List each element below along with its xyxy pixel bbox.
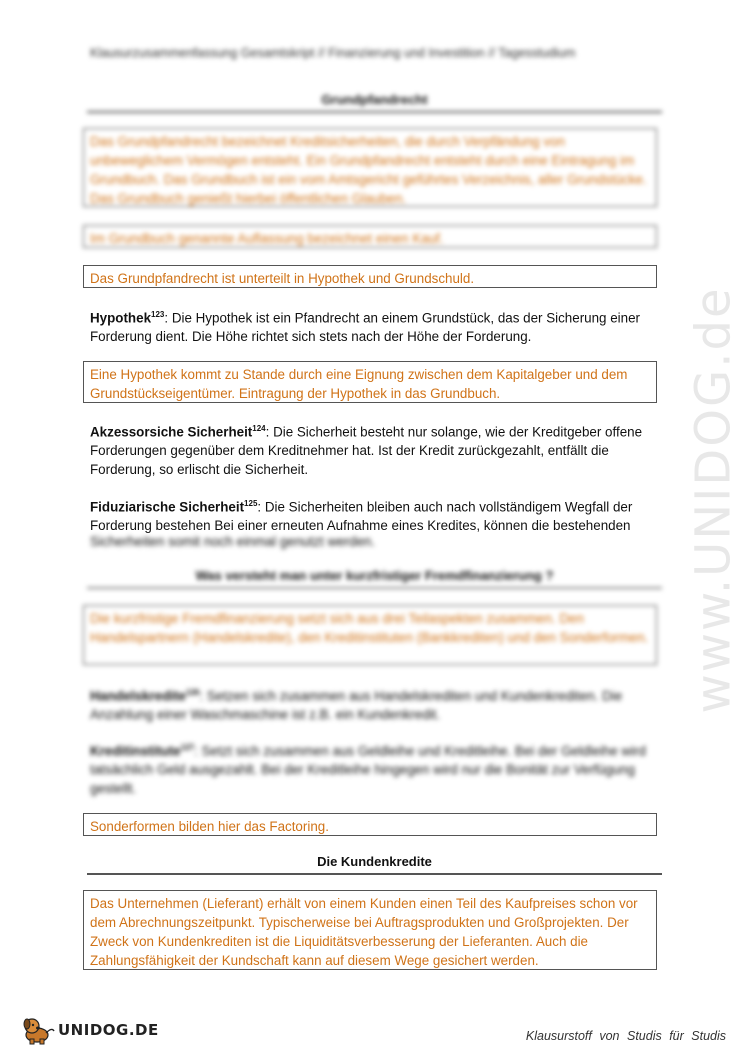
paragraph-handelskredite — [90, 683, 660, 724]
dog-mascot-icon — [22, 1015, 56, 1045]
footnote-ref: 126 — [186, 688, 200, 697]
watermark-text: www.UNIDOG.de — [685, 286, 742, 714]
footnote-ref: 124 — [252, 424, 266, 433]
text-fiduziarisch: : Die Sicherheiten bleiben auch nach vollständigem Wegfall der Forderung bestehen Bei einer erneuten Aufnahme eines Kredites, können die bestehenden — [90, 499, 633, 534]
text-akzessorisch: : Die Sicherheit besteht nur solange, wie der Kreditgeber offene Forderungen gegenüber dem Kreditnehmer hat. Ist der Kredit zurückgezahlt, entfällt die Forderung, so erlischt die Sicherheit. — [90, 424, 643, 478]
paragraph-fiduziarisch-continued: Sicherheiten somit noch einmal genutzt werden. — [90, 534, 376, 549]
box-hypothek-entstehung: Eine Hypothek kommt zu Stande durch eine Eignung zwischen dem Kapitalgeber und dem Grundstückseigentümer. Eintragung der Hypothek in das Grundbuch. — [83, 361, 657, 403]
logo-text: UNIDOG.DE — [58, 1021, 159, 1039]
footnote-ref: 123 — [151, 310, 165, 319]
paragraph-fiduziarisch — [90, 494, 660, 535]
text-hypothek: : Die Hypothek ist ein Pfandrecht an einem Grundstück, das der Sicherung einer Forderung dient. Die Höhe richtet sich stets nach der Höhe der Forderung. — [90, 310, 640, 345]
heading-grundpfandrecht: Grundpfandrecht — [87, 92, 662, 113]
page-header: Klausurzusammenfassung Gesamtskript // Finanzierung und Investition // Tagesstudium — [90, 46, 576, 60]
term-hypothek: Hypothek — [90, 310, 152, 326]
footer-tagline: Klausurstoff von Studis für Studis — [525, 1029, 726, 1043]
term-akzessorisch: Akzessorsiche Sicherheit — [90, 424, 253, 440]
watermark — [685, 270, 742, 730]
term-fiduziarisch: Fiduziarische Sicherheit — [90, 499, 245, 515]
footnote-ref: 125 — [244, 499, 258, 508]
unidog-logo — [22, 1015, 159, 1045]
paragraph-hypothek — [90, 305, 660, 346]
box-auflassung: Im Grundbuch genannte Auflassung bezeichnet einen Kauf. — [83, 225, 657, 248]
paragraph-akzessorisch — [90, 419, 660, 479]
term-handelskredite: Handelskredite — [90, 688, 187, 704]
box-grundpfandrecht-definition: Das Grundpfandrecht bezeichnet Kreditsicherheiten, die durch Verpfändung von unbeweglichem Vermögen entsteht. Ein Grundpfandrecht entsteht durch eine Eintragung im Grundbuch. Das Grundbuch ist ein vom Amtsgericht geführtes Verzeichnis, aller Grundstücke. Das Grundbuch genießt hierbei öffentlichen Glauben. — [83, 128, 657, 207]
box-kurzfristige-fremdfinanzierung: Die kurzfristige Fremdfinanzierung setzt sich aus drei Teilaspekten zusammen. Den Handelspartnern (Handelskredite), den Kreditinstituten (Bankkrediten) und den Sonderformen. — [83, 605, 657, 665]
heading-kundenkredite: Die Kundenkredite — [87, 854, 662, 875]
box-grundpfandrecht-unterteilung: Das Grundpfandrecht ist unterteilt in Hypothek und Grundschuld. — [83, 265, 657, 288]
box-sonderformen: Sonderformen bilden hier das Factoring. — [83, 813, 657, 836]
footnote-ref: 127 — [180, 743, 195, 752]
text-kreditinstitute: : Setzt sich zusammen aus Geldleihe und Kreditleihe. Bei der Geldleihe wird tatsächlich Geld ausgezahlt. Bei der Kreditleihe hingegen wird nur die Bonität zur Verfügung gestellt. — [90, 743, 646, 797]
heading-kurzfristige-fremdfinanzierung: Was versteht man unter kurzfristiger Fremdfinanzierung ? — [87, 568, 662, 589]
box-kundenkredite: Das Unternehmen (Lieferant) erhält von einem Kunden einen Teil des Kaufpreises schon vor dem Abrechnungszeitpunkt. Typischerweise bei Auftragsprodukten und Großprojekten. Der Zweck von Kundenkrediten ist die Liquiditätsverbesserung der Lieferanten. Auch die Zahlungsfähigkeit der Kundschaft kann auf diesem Wege gesichert werden. — [83, 890, 657, 970]
text-handelskredite: : Setzen sich zusammen aus Handelskrediten und Kundenkrediten. Die Anzahlung einer Waschmaschine ist z.B. ein Kundenkredit. — [90, 688, 623, 723]
paragraph-kreditinstitute — [90, 738, 660, 798]
term-kreditinstitute: Kreditinstitute — [90, 743, 181, 759]
